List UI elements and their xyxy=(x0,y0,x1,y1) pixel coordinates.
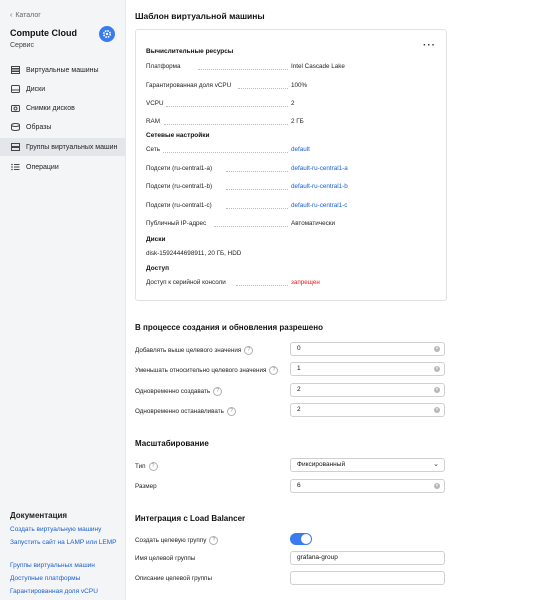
kv-key: Подсети (ru-central1-b) xyxy=(146,183,213,190)
sidebar-item-images[interactable] xyxy=(0,118,125,136)
section-title: Интеграция с Load Balancer xyxy=(135,514,246,523)
docs-title: Документация xyxy=(10,511,68,520)
field-label: Одновременно создавать ? xyxy=(135,387,222,396)
max-expansion-input[interactable]: 0 × xyxy=(290,342,445,356)
sidebar-item-operations[interactable] xyxy=(0,158,125,176)
form-row xyxy=(135,342,445,357)
form-row xyxy=(135,383,445,398)
clear-icon[interactable]: × xyxy=(435,407,439,413)
kv-value: 100% xyxy=(291,82,308,89)
clear-icon[interactable]: × xyxy=(435,346,439,352)
field-label: Описание целевой группы xyxy=(135,575,212,582)
sidebar xyxy=(0,0,126,600)
help-icon[interactable]: ? xyxy=(227,407,236,416)
kv-key: VCPU xyxy=(146,100,164,107)
max-deleting-input[interactable]: 2 × xyxy=(290,403,445,417)
section-title: Масштабирование xyxy=(135,439,209,448)
kv-key: Платформа xyxy=(146,63,181,70)
kv-row xyxy=(146,63,436,73)
kv-value: 2 xyxy=(291,100,295,107)
network-link[interactable]: default xyxy=(291,146,310,153)
kv-key: Подсети (ru-central1-c) xyxy=(146,202,212,209)
field-label: Создать целевую группу ? xyxy=(135,536,218,545)
doc-link[interactable]: Доступные платформы xyxy=(10,575,81,582)
snapshot-icon xyxy=(10,103,20,113)
scaling-size-input[interactable]: 6 × xyxy=(290,479,445,493)
kv-key: Доступ к серийной консоли xyxy=(146,279,226,286)
kv-row xyxy=(146,82,436,92)
service-title: Compute Cloud xyxy=(10,28,77,38)
sidebar-item-label: Снимки дисков xyxy=(26,104,75,112)
sidebar-item-snapshots[interactable] xyxy=(0,99,125,117)
kv-value: 2 ГБ xyxy=(291,118,304,125)
help-icon[interactable]: ? xyxy=(269,366,278,375)
subnet-link[interactable]: default-ru-central1-b xyxy=(291,183,348,190)
form-row xyxy=(135,362,445,377)
kv-key: RAM xyxy=(146,118,160,125)
kv-key: Сеть xyxy=(146,146,161,153)
doc-link[interactable]: Гарантированная доля vCPU xyxy=(10,588,98,595)
vm-group-icon xyxy=(10,142,20,152)
form-row xyxy=(135,551,445,566)
max-creating-input[interactable]: 2 × xyxy=(290,383,445,397)
sidebar-item-label: Образы xyxy=(26,123,52,131)
template-card xyxy=(135,29,447,301)
clear-icon[interactable]: × xyxy=(435,387,439,393)
clear-icon[interactable]: × xyxy=(435,366,439,372)
form-row xyxy=(135,532,445,547)
form-row xyxy=(135,479,445,494)
operations-icon xyxy=(10,162,20,172)
chevron-down-icon: ⌄ xyxy=(433,461,439,468)
sidebar-item-label: Диски xyxy=(26,85,46,93)
section-title: Доступ xyxy=(146,265,170,272)
status-value: запрещен xyxy=(291,279,320,286)
section-title: Вычислительные ресурсы xyxy=(146,48,234,55)
service-subtitle: Сервис xyxy=(10,42,34,49)
back-link[interactable] xyxy=(10,12,41,19)
settings-gear-button[interactable] xyxy=(99,26,115,42)
field-label: Добавлять выше целевого значения ? xyxy=(135,346,253,355)
doc-link[interactable]: Группы виртуальных машин xyxy=(10,562,95,569)
help-icon[interactable]: ? xyxy=(149,462,158,471)
image-icon xyxy=(10,122,20,132)
sidebar-item-vm-groups[interactable] xyxy=(0,138,125,156)
kv-row xyxy=(146,279,436,289)
form-row xyxy=(135,403,445,418)
sidebar-item-label: Операции xyxy=(26,163,59,171)
sidebar-item-label: Группы виртуальных машин xyxy=(26,143,118,151)
clear-icon[interactable]: × xyxy=(435,483,439,489)
section-title: Диски xyxy=(146,236,166,243)
section-title: Сетевые настройки xyxy=(146,132,210,139)
page-title: Шаблон виртуальной машины xyxy=(135,11,265,21)
max-unavailable-input[interactable]: 1 × xyxy=(290,362,445,376)
help-icon[interactable]: ? xyxy=(244,346,253,355)
target-group-description-input[interactable] xyxy=(290,571,445,585)
create-target-group-toggle[interactable] xyxy=(290,533,312,545)
subnet-link[interactable]: default-ru-central1-c xyxy=(291,202,348,209)
disk-icon xyxy=(10,84,20,94)
field-label: Имя целевой группы xyxy=(135,555,196,562)
doc-link[interactable]: Запустить сайт на LAMP или LEMP xyxy=(10,539,117,546)
help-icon[interactable]: ? xyxy=(213,387,222,396)
back-label: Каталог xyxy=(15,12,41,19)
sidebar-item-disks[interactable] xyxy=(0,80,125,98)
field-label: Уменьшать относительно целевого значения ? xyxy=(135,366,278,375)
sidebar-item-vms[interactable] xyxy=(0,61,125,79)
kv-row xyxy=(146,220,436,230)
main-content xyxy=(125,0,541,600)
kv-key: Публичный IP-адрес xyxy=(146,220,207,227)
kv-row xyxy=(146,100,436,110)
target-group-name-input[interactable]: grafana-group xyxy=(290,551,445,565)
kv-row xyxy=(146,118,436,128)
sidebar-item-label: Виртуальные машины xyxy=(26,66,99,74)
kv-row xyxy=(146,146,436,156)
scaling-type-select[interactable]: Фиксированный ⌄ xyxy=(290,458,445,472)
help-icon[interactable]: ? xyxy=(209,536,218,545)
kv-row xyxy=(146,202,436,212)
gear-icon xyxy=(102,29,112,39)
form-row xyxy=(135,571,445,586)
kv-key: Гарантированная доля vCPU xyxy=(146,82,232,89)
doc-link[interactable]: Создать виртуальную машину xyxy=(10,526,102,533)
kv-row xyxy=(146,183,436,193)
subnet-link[interactable]: default-ru-central1-a xyxy=(291,165,348,172)
kv-key: Подсети (ru-central1-a) xyxy=(146,165,213,172)
field-label: Тип ? xyxy=(135,462,158,471)
section-title: В процессе создания и обновления разрешено xyxy=(135,323,323,332)
chevron-left-icon: ‹ xyxy=(10,12,13,19)
vm-icon xyxy=(10,65,20,75)
kv-value: Intel Cascade Lake xyxy=(291,63,345,70)
field-label: Размер xyxy=(135,483,157,490)
field-label: Одновременно останавливать ? xyxy=(135,407,236,416)
kv-value: Автоматически xyxy=(291,220,336,227)
disk-value: disk-1592444698911, 20 ГБ, HDD xyxy=(146,250,242,257)
more-options-icon[interactable]: ··· xyxy=(423,40,436,51)
form-row xyxy=(135,458,445,473)
kv-row xyxy=(146,165,436,175)
